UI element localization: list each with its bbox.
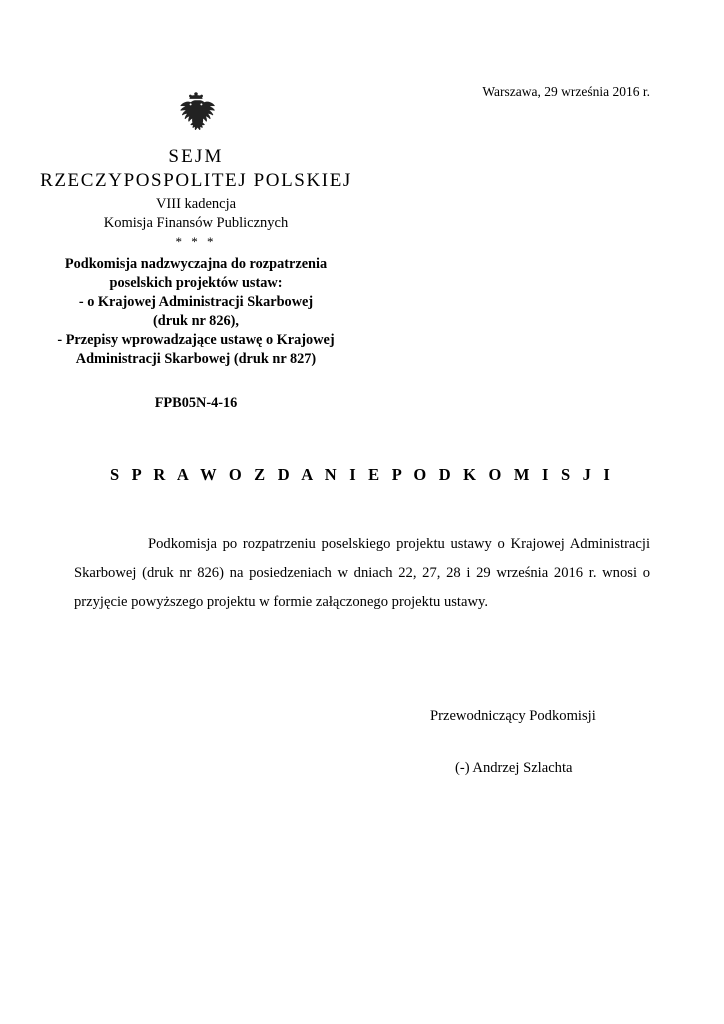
- header-term: VIII kadencja: [155, 195, 237, 212]
- document-header: [0, 146, 392, 412]
- signature-role: Przewodniczący Podkomisji: [430, 708, 596, 724]
- subcommittee-line: Administracji Skarbowej (druk nr 827): [75, 350, 317, 367]
- header-committee: Komisja Finansów Publicznych: [103, 215, 289, 232]
- subcommittee-line: Podkomisja nadzwyczajna do rozpatrzenia: [64, 255, 328, 272]
- header-subcommittee: [0, 255, 392, 369]
- signature-name: (-) Andrzej Szlachta: [455, 760, 573, 776]
- date-line: Warszawa, 29 września 2016 r.: [482, 84, 650, 99]
- header-republic: RZECZYPOSPOLITEJ POLSKIEJ: [40, 169, 352, 191]
- subcommittee-line: (druk nr 826),: [153, 312, 239, 329]
- page-title: S P R A W O Z D A N I E P O D K O M I S J I: [109, 465, 615, 484]
- subcommittee-line: poselskich projektów ustaw:: [109, 274, 283, 291]
- subcommittee-line: - Przepisy wprowadzające ustawę o Krajowej: [57, 331, 335, 348]
- header-separator: * * *: [175, 233, 217, 249]
- document-code: FPB05N-4-16: [154, 394, 238, 411]
- body-paragraph: Podkomisja po rozpatrzeniu poselskiego projektu ustawy o Krajowej Administracji Skarbowej (druk nr 826) na posiedzeniach w dniach 22, 27, 28 i 29 września 2016 r. wnosi o przyjęcie powyższego projektu w formie załączonego projektu ustawy.: [74, 536, 650, 611]
- subcommittee-line: - o Krajowej Administracji Skarbowej: [78, 293, 314, 310]
- polish-eagle-emblem: [0, 90, 392, 143]
- header-sejm: SEJM: [168, 146, 224, 167]
